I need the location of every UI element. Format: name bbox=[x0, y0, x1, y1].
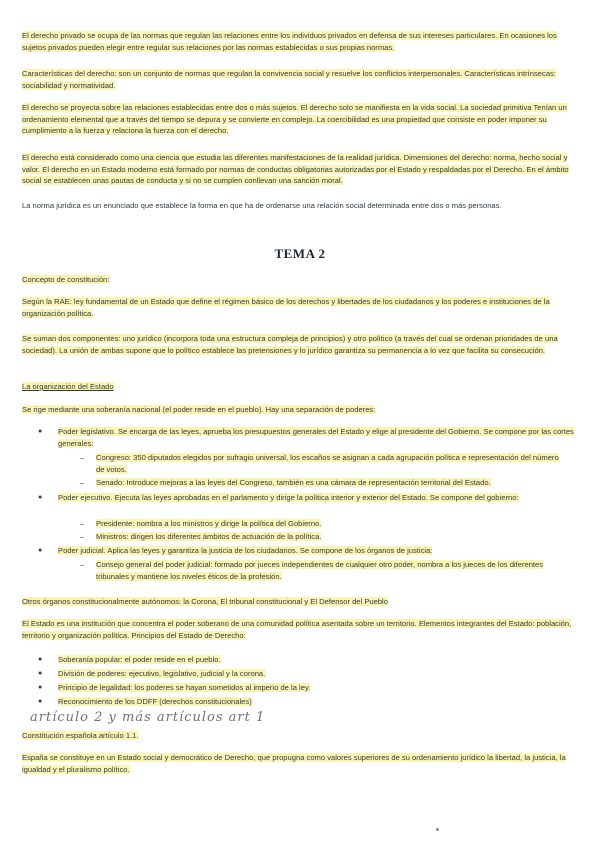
sub-item-congreso: – Congreso: 350 diputados elegidos por sufragio universal, los escaños se asignan a cada agrupación política e representación del número de votos. bbox=[80, 453, 559, 474]
bullet-icon: ● bbox=[38, 698, 43, 705]
section-title: TEMA 2 bbox=[274, 246, 326, 261]
sub-item-senado: – Senado: Introduce mejoras a las leyes del Congreso, también es una cámara de representación territorial del Estado. bbox=[80, 478, 491, 487]
bullet-icon: ● bbox=[38, 656, 43, 663]
dash-icon: – bbox=[80, 453, 85, 462]
paragraph-proyeccion: El derecho se proyecta sobre las relaciones establecidas entre dos o más sujetos. El derecho solo se manifiesta en la vida social. La sociedad primitiva Tenían un ordenamiento elemental que a través del tiempo se depura y se convierte en complejo. La coercibilidad es una propiedad que consiste en poder imponer su cumplimiento a la fuerza y relaciona la fuerza con el derecho. bbox=[22, 103, 567, 136]
heading-concepto: Concepto de constitución: bbox=[22, 275, 110, 284]
paragraph-estado: El Estado es una institución que concentra el poder soberano de una comunidad política asentada sobre un territorio. Elementos integrantes del Estado: población, territorio y organización política. Principios del Estado de Derecho: bbox=[22, 619, 572, 640]
paragraph-ciencia: El derecho está considerado como una ciencia que estudia las diferentes manifestaciones de la realidad jurídica. Dimensiones del derecho: norma, hecho social y valor. El derecho en un Estado moderno está formado por normas de conductas obligatorias autorizadas por el Estado y respaldadas por el Derecho. En el ámbito social se establecen unas pautas de conducta y si no se cumplen conllevan una sanción moral. bbox=[22, 153, 569, 186]
paragraph-rae: Según la RAE: ley fundamental de un Estado que define el régimen básico de los derechos y libertades de los ciudadanos y los poderes e instituciones de la organización política. bbox=[22, 297, 550, 318]
bullet-icon: ● bbox=[38, 428, 43, 435]
bullet-icon: ● bbox=[38, 494, 43, 501]
sub-item-presidente: – Presidente: nombra a los ministros y dirige la política del Gobierno. bbox=[80, 519, 322, 528]
scan-dot bbox=[436, 828, 439, 831]
paragraph-otros-organos: Otros órganos constitucionalmente autónomos: la Corona, El tribunal constitucional y El Defensor del Pueblo bbox=[22, 597, 388, 606]
bullet-icon: ● bbox=[38, 670, 43, 677]
paragraph-norma-juridica: La norma jurídica es un enunciado que establece la forma en que ha de ordenarse una relación social determinada entre dos o más personas. bbox=[22, 201, 502, 210]
dash-icon: – bbox=[80, 478, 85, 487]
list-item-poder-ejecutivo: ● Poder ejecutivo. Ejecuta las leyes aprobadas en el parlamento y dirige la política interior y exterior del Estado. Se compone del gobierno: bbox=[38, 493, 519, 502]
dash-icon: – bbox=[80, 532, 85, 541]
list-item-poder-judicial: ● Poder judicial. Aplica las leyes y garantiza la justicia de los ciudadanos. Se compone de los órganos de justicia: bbox=[38, 546, 433, 555]
bullet-icon: ● bbox=[38, 684, 43, 691]
list-item-principio: ● Principio de legalidad: los poderes se hayan sometidos al imperio de la ley. bbox=[38, 683, 311, 692]
heading-constitucion: Constitución española artículo 1.1. bbox=[22, 731, 139, 740]
paragraph-soberania: Se rige mediante una soberanía nacional (el poder reside en el pueblo). Hay una separación de poderes: bbox=[22, 405, 376, 414]
heading-organizacion: La organización del Estado bbox=[22, 382, 114, 391]
sub-item-consejo: – Consejo general del poder judicial: formado por jueces independientes de cualquier otro poder, nombra a los jueces de los diferentes tribunales y mantiene los niveles éticos de la profesión. bbox=[80, 560, 544, 581]
list-item-poder-legislativo: ● Poder legislativo. Se encarga de las leyes, aprueba los presupuestos generales del Estado y elige al presidente del Gobierno. Se compone por las cortes generales: bbox=[38, 427, 574, 448]
list-item-principio: ● Soberanía popular: el poder reside en el pueblo. bbox=[38, 655, 221, 664]
list-item-principio: ● Reconocimiento de los DDFF (derechos constitucionales) bbox=[38, 697, 252, 706]
list-item-principio: ● División de poderes: ejecutivo, legislativo, judicial y la corona. bbox=[38, 669, 266, 678]
paragraph-derecho-privado: El derecho privado se ocupa de las normas que regulan las relaciones entre los individuos privados en defensa de sus intereses particulares. En ocasiones los sujetos privados pueden elegir entre regular sus relaciones por las normas establecidas o sus propias normas. bbox=[22, 31, 557, 52]
paragraph-caracteristicas: Características del derecho: son un conjunto de normas que regulan la convivencia social y resuelve los conflictos interpersonales. Características intrínsecas: sociabilidad y normatividad. bbox=[22, 69, 556, 90]
bullet-icon: ● bbox=[38, 547, 43, 554]
dash-icon: – bbox=[80, 560, 85, 569]
paragraph-constitucion: España se constituye en un Estado social y democrático de Derecho, que propugna como valores superiores de su ordenamiento jurídico la libertad, la justicia, la igualdad y el pluralismo político. bbox=[22, 753, 566, 774]
handwritten-note: artículo 2 y más artículos art 1 bbox=[30, 710, 266, 725]
sub-item-ministros: – Ministros: dirigen los diferentes ámbitos de actuación de la política. bbox=[80, 532, 322, 541]
paragraph-componentes: Se suman dos componentes: uno jurídico (incorpora toda una estructura compleja de principios) y otro político (a través del cual se ordenan prioridades de una sociedad). La unión de ambas supone que lo político establece las pretensiones y lo jurídico garantiza su permanencia a lo vez que facilita su consecución. bbox=[22, 334, 558, 355]
dash-icon: – bbox=[80, 519, 85, 528]
